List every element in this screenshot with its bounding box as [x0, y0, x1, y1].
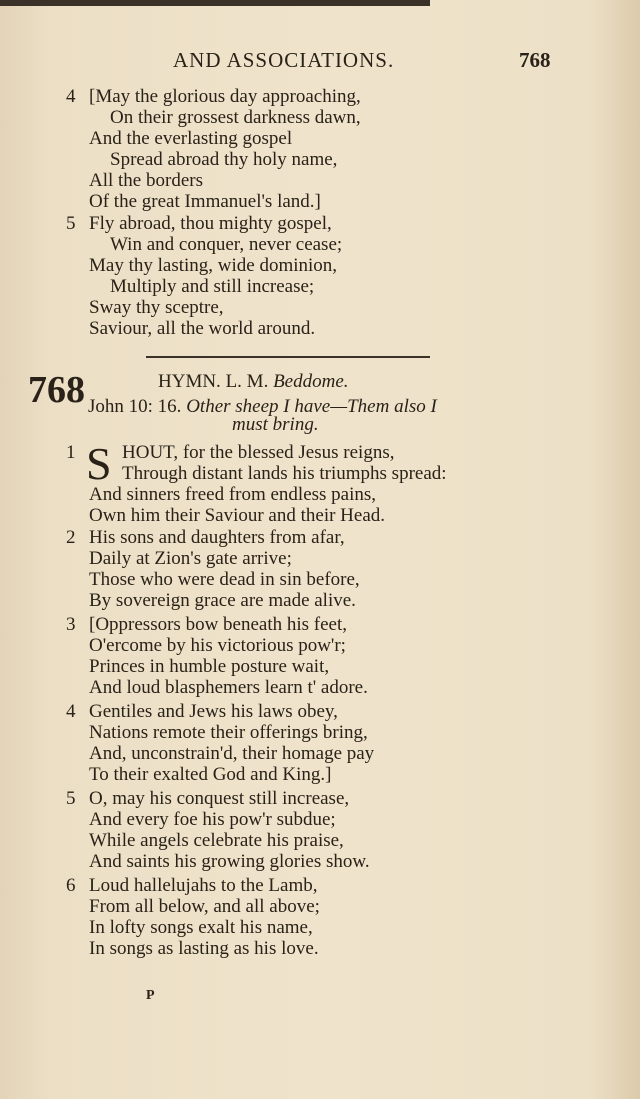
verse-line: And the everlasting gospel: [89, 128, 293, 149]
verse-line: Multiply and still increase;: [110, 276, 315, 297]
verse-line: And every foe his pow'r subdue;: [89, 809, 336, 830]
verse-line: Daily at Zion's gate arrive;: [89, 548, 292, 569]
verse-number: 4: [66, 86, 76, 107]
verse-line: To their exalted God and King.]: [89, 764, 332, 785]
verse-line: Spread abroad thy holy name,: [110, 149, 338, 170]
verse-line: From all below, and all above;: [89, 896, 320, 917]
verse-line: Through distant lands his triumphs spread:: [122, 463, 447, 484]
scripture-reference: John 10: 16.: [88, 396, 182, 417]
verse-line: [Oppressors bow beneath his feet,: [89, 614, 348, 635]
verse-line: Fly abroad, thou mighty gospel,: [89, 213, 332, 234]
verse-line: All the borders: [89, 170, 203, 191]
verse-line: Own him their Saviour and their Head.: [89, 505, 386, 526]
verse-number: 5: [66, 213, 76, 234]
section-divider: [146, 356, 430, 358]
verse-line: By sovereign grace are made alive.: [89, 590, 356, 611]
verse-line: And sinners freed from endless pains,: [89, 484, 377, 505]
verse-line: HOUT, for the blessed Jesus reigns,: [122, 442, 395, 463]
verse-line: Princes in humble posture wait,: [89, 656, 330, 677]
verse-number: 5: [66, 788, 76, 809]
hymn-label: HYMN.: [158, 371, 221, 392]
scripture-quote-continued: must bring.: [232, 414, 319, 435]
running-title: AND ASSOCIATIONS.: [173, 48, 395, 72]
verse-number: 4: [66, 701, 76, 722]
verse-line: [May the glorious day approaching,: [89, 86, 361, 107]
verse-line: And loud blasphemers learn t' adore.: [89, 677, 368, 698]
verse-line: Of the great Immanuel's land.]: [89, 191, 321, 212]
hymn-author: Beddome.: [273, 371, 349, 392]
page-number: 768: [519, 48, 551, 72]
verse-number: 2: [66, 527, 76, 548]
verse-line: His sons and daughters from afar,: [89, 527, 345, 548]
verse-line: Loud hallelujahs to the Lamb,: [89, 875, 318, 896]
hymn-meter: L. M.: [225, 371, 269, 392]
hymn-number: 768: [28, 369, 85, 411]
scripture-quote: Other sheep I have—Them also I: [186, 396, 437, 417]
verse-line: On their grossest darkness dawn,: [110, 107, 361, 128]
verse-line: O'ercome by his victorious pow'r;: [89, 635, 346, 656]
verse-line: In lofty songs exalt his name,: [89, 917, 313, 938]
verse-line: Those who were dead in sin before,: [89, 569, 360, 590]
verse-line: While angels celebrate his praise,: [89, 830, 344, 851]
signature-mark: P: [146, 988, 155, 1003]
verse-line: Nations remote their offerings bring,: [89, 722, 368, 743]
verse-line: Win and conquer, never cease;: [110, 234, 343, 255]
verse-line: May thy lasting, wide dominion,: [89, 255, 338, 276]
page-header: [0, 44, 640, 74]
verse-line: In songs as lasting as his love.: [89, 938, 319, 959]
verse-number: 1: [66, 442, 76, 463]
verse-line: O, may his conquest still increase,: [89, 788, 350, 809]
verse-line: Sway thy sceptre,: [89, 297, 224, 318]
verse-line: And, unconstrain'd, their homage pay: [89, 743, 375, 764]
verse-line: Saviour, all the world around.: [89, 318, 316, 339]
verse-number: 6: [66, 875, 76, 896]
verse-number: 3: [66, 614, 76, 635]
verse-line: Gentiles and Jews his laws obey,: [89, 701, 338, 722]
drop-cap: S: [86, 438, 112, 489]
hymn-heading: [158, 371, 349, 393]
page-top-edge: [0, 0, 430, 6]
verse-line: And saints his growing glories show.: [89, 851, 370, 872]
